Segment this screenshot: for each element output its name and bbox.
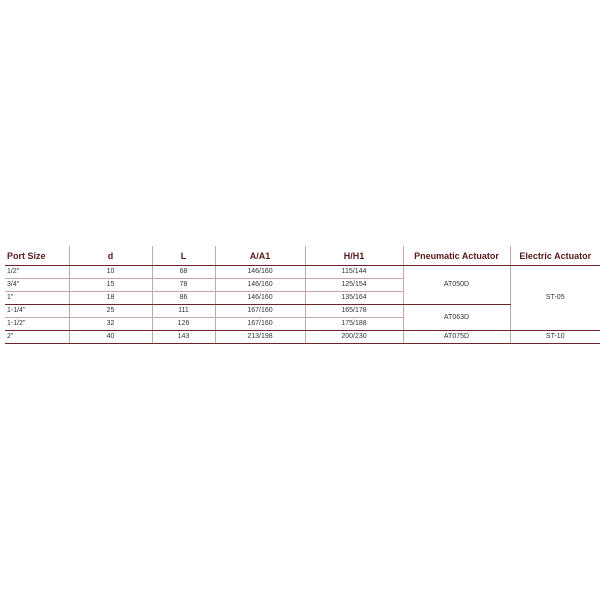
cell-a-a1: 167/160 xyxy=(215,305,305,318)
cell-port-size: 3/4" xyxy=(5,279,69,292)
cell-h-h1: 125/154 xyxy=(305,279,403,292)
cell-port-size: 1-1/2" xyxy=(5,318,69,331)
cell-port-size: 1/2" xyxy=(5,266,69,279)
cell-a-a1: 213/198 xyxy=(215,331,305,344)
cell-a-a1: 146/160 xyxy=(215,279,305,292)
table-row xyxy=(5,266,600,279)
cell-pneumatic-actuator: AT050D xyxy=(403,266,510,305)
cell-pneumatic-actuator: AT075D xyxy=(403,331,510,344)
cell-a-a1: 146/160 xyxy=(215,266,305,279)
cell-pneumatic-actuator: AT063D xyxy=(403,305,510,331)
cell-h-h1: 200/230 xyxy=(305,331,403,344)
cell-d: 25 xyxy=(69,305,152,318)
cell-l: 126 xyxy=(152,318,215,331)
header-a-a1: A/A1 xyxy=(215,246,305,266)
cell-l: 111 xyxy=(152,305,215,318)
cell-port-size: 2" xyxy=(5,331,69,344)
cell-d: 40 xyxy=(69,331,152,344)
cell-electric-actuator: ST-05 xyxy=(510,266,600,331)
header-d: d xyxy=(69,246,152,266)
cell-h-h1: 175/188 xyxy=(305,318,403,331)
cell-port-size: 1-1/4" xyxy=(5,305,69,318)
header-port-size: Port Size xyxy=(5,246,69,266)
cell-h-h1: 135/164 xyxy=(305,292,403,305)
cell-d: 15 xyxy=(69,279,152,292)
header-l: L xyxy=(152,246,215,266)
cell-d: 32 xyxy=(69,318,152,331)
cell-d: 18 xyxy=(69,292,152,305)
cell-l: 86 xyxy=(152,292,215,305)
cell-l: 68 xyxy=(152,266,215,279)
header-row xyxy=(5,246,600,266)
header-h-h1: H/H1 xyxy=(305,246,403,266)
cell-port-size: 1" xyxy=(5,292,69,305)
cell-d: 10 xyxy=(69,266,152,279)
spec-table xyxy=(5,246,600,344)
cell-h-h1: 165/178 xyxy=(305,305,403,318)
header-pneumatic-actuator: Pneumatic Actuator xyxy=(403,246,510,266)
cell-h-h1: 115/144 xyxy=(305,266,403,279)
cell-l: 143 xyxy=(152,331,215,344)
cell-electric-actuator: ST-10 xyxy=(510,331,600,344)
cell-a-a1: 167/160 xyxy=(215,318,305,331)
cell-a-a1: 146/160 xyxy=(215,292,305,305)
table-row xyxy=(5,331,600,344)
header-electric-actuator: Electric Actuator xyxy=(510,246,600,266)
cell-l: 78 xyxy=(152,279,215,292)
